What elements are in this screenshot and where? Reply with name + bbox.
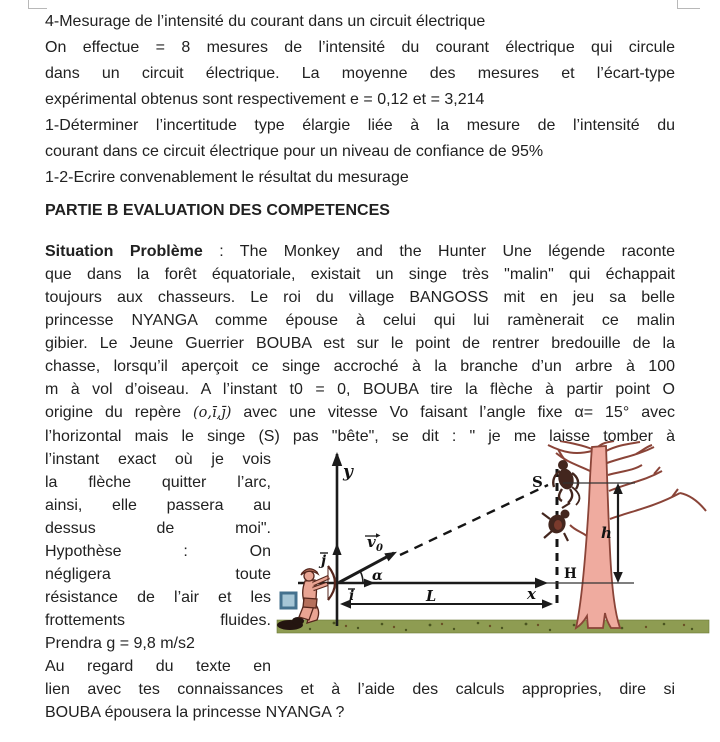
situation-line: Au regard du texte en: [45, 658, 271, 675]
exercise-line: courant dans ce circuit électrique pour un niveau de confiance de 95%: [45, 143, 544, 160]
situation-line: Prendra g = 9,8 m/s2: [45, 635, 195, 652]
situation-line: princesse NYANGA comme épouse à celui qui lui ramènerait ce malin: [45, 312, 675, 329]
tree: [548, 441, 706, 628]
situation-line: que dans la forêt équatoriale, existait un singe très "malin" qui échappait: [45, 266, 675, 283]
situation-line: Hypothèse : On: [45, 543, 271, 560]
y-axis-label: y: [343, 462, 353, 482]
situation-line: la flèche quitter l’arc,: [45, 474, 271, 491]
page-corner-mark-right: [677, 0, 700, 9]
alpha-angle-label: α: [372, 568, 383, 584]
exercise-line: expérimental obtenus sont respectivement e = 0,12 et = 3,214: [45, 91, 485, 108]
selection-handle[interactable]: [281, 593, 296, 608]
repere-post: avec une vitesse Vo faisant l’angle fixe α= 15° avec: [231, 404, 675, 421]
situation-line: l’horizontal mais le singe (S) pas "bête", se dit : " je me laisse tomber à: [45, 428, 675, 445]
situation-line-rest: : The Monkey and the Hunter Une légende raconte: [202, 243, 675, 260]
part-b-heading: PARTIE B EVALUATION DES COMPETENCES: [45, 202, 390, 219]
y-axis: [332, 452, 342, 626]
exercise-4-block: [45, 9, 675, 191]
repere-math-notation: (o,ī,j̄): [193, 405, 232, 421]
trajectory-dashed-line: [400, 485, 548, 555]
exercise-line: 1-2-Ecrire convenablement le résultat du mesurage: [45, 169, 409, 186]
situation-line: dessus de moi".: [45, 520, 271, 537]
situation-line: négligera toute: [45, 566, 271, 583]
page-corner-mark-left: [28, 0, 47, 9]
l-dimension-arrow: [340, 599, 553, 608]
situation-line: frottements fluides.: [45, 612, 271, 629]
situation-line: BOUBA épousera la princesse NYANGA ?: [45, 704, 345, 721]
situation-line: lien avec tes connaissances et à l’aide des calculs appropries, dire si: [45, 681, 675, 698]
situation-label: Situation Problème: [45, 243, 203, 260]
situation-line: m à vol d’oiseau. A l’instant t0 = 0, BOUBA tire la flèche à partir point O: [45, 381, 675, 398]
exercise-line: dans un circuit électrique. La moyenne des mesures et l’écart-type: [45, 65, 675, 82]
l-dimension-label: L: [426, 588, 437, 605]
exercise-line: 1-Déterminer l’incertitude type élargie liée à la mesure de l’intensité du: [45, 117, 675, 134]
situation-line: chasse, lorsqu’il aperçoit ce singe accroché à la branche d’un arbre à 100: [45, 358, 675, 375]
h-point-label: H: [564, 566, 577, 582]
situation-line: gibier. Le Jeune Guerrier BOUBA est sur le point de rentrer bredouille de la: [45, 335, 675, 352]
tree-branches: [548, 441, 706, 536]
situation-line: l’instant exact où je vois: [45, 451, 271, 468]
x-axis-label: x: [527, 585, 536, 603]
v0-velocity-vector: [339, 552, 397, 583]
j-unit-label: j: [321, 553, 327, 569]
situation-line: [45, 240, 675, 263]
situation-line: [45, 401, 675, 425]
repere-pre: origine du repère: [45, 404, 193, 421]
h-dimension-label: h: [601, 524, 612, 542]
exercise-line: 4-Mesurage de l’intensité du courant dans un circuit électrique: [45, 13, 486, 30]
s-point-label: S: [532, 473, 543, 491]
falling-monkey: [542, 503, 570, 541]
situation-line: résistance de l’air et les: [45, 589, 271, 606]
v0-subscript: 0: [376, 543, 383, 554]
text-column-beside-figure: [45, 448, 271, 678]
situation-line: toujours aux chasseurs. Le roi du village BANGOSS mit en jeu sa belle: [45, 289, 675, 306]
situation-line: ainsi, elle passera au: [45, 497, 271, 514]
height-dimension-arrow: [613, 483, 623, 583]
i-unit-label: i: [349, 588, 355, 604]
grass-strip: [277, 620, 709, 633]
exercise-line: On effectue = 8 mesures de l’intensité du courant électrique qui circule: [45, 39, 675, 56]
physics-diagram: [276, 441, 712, 643]
monkey-hunter-figure: [276, 441, 712, 643]
v0-label: v: [367, 533, 376, 551]
alpha-angle-arc: [360, 571, 363, 583]
